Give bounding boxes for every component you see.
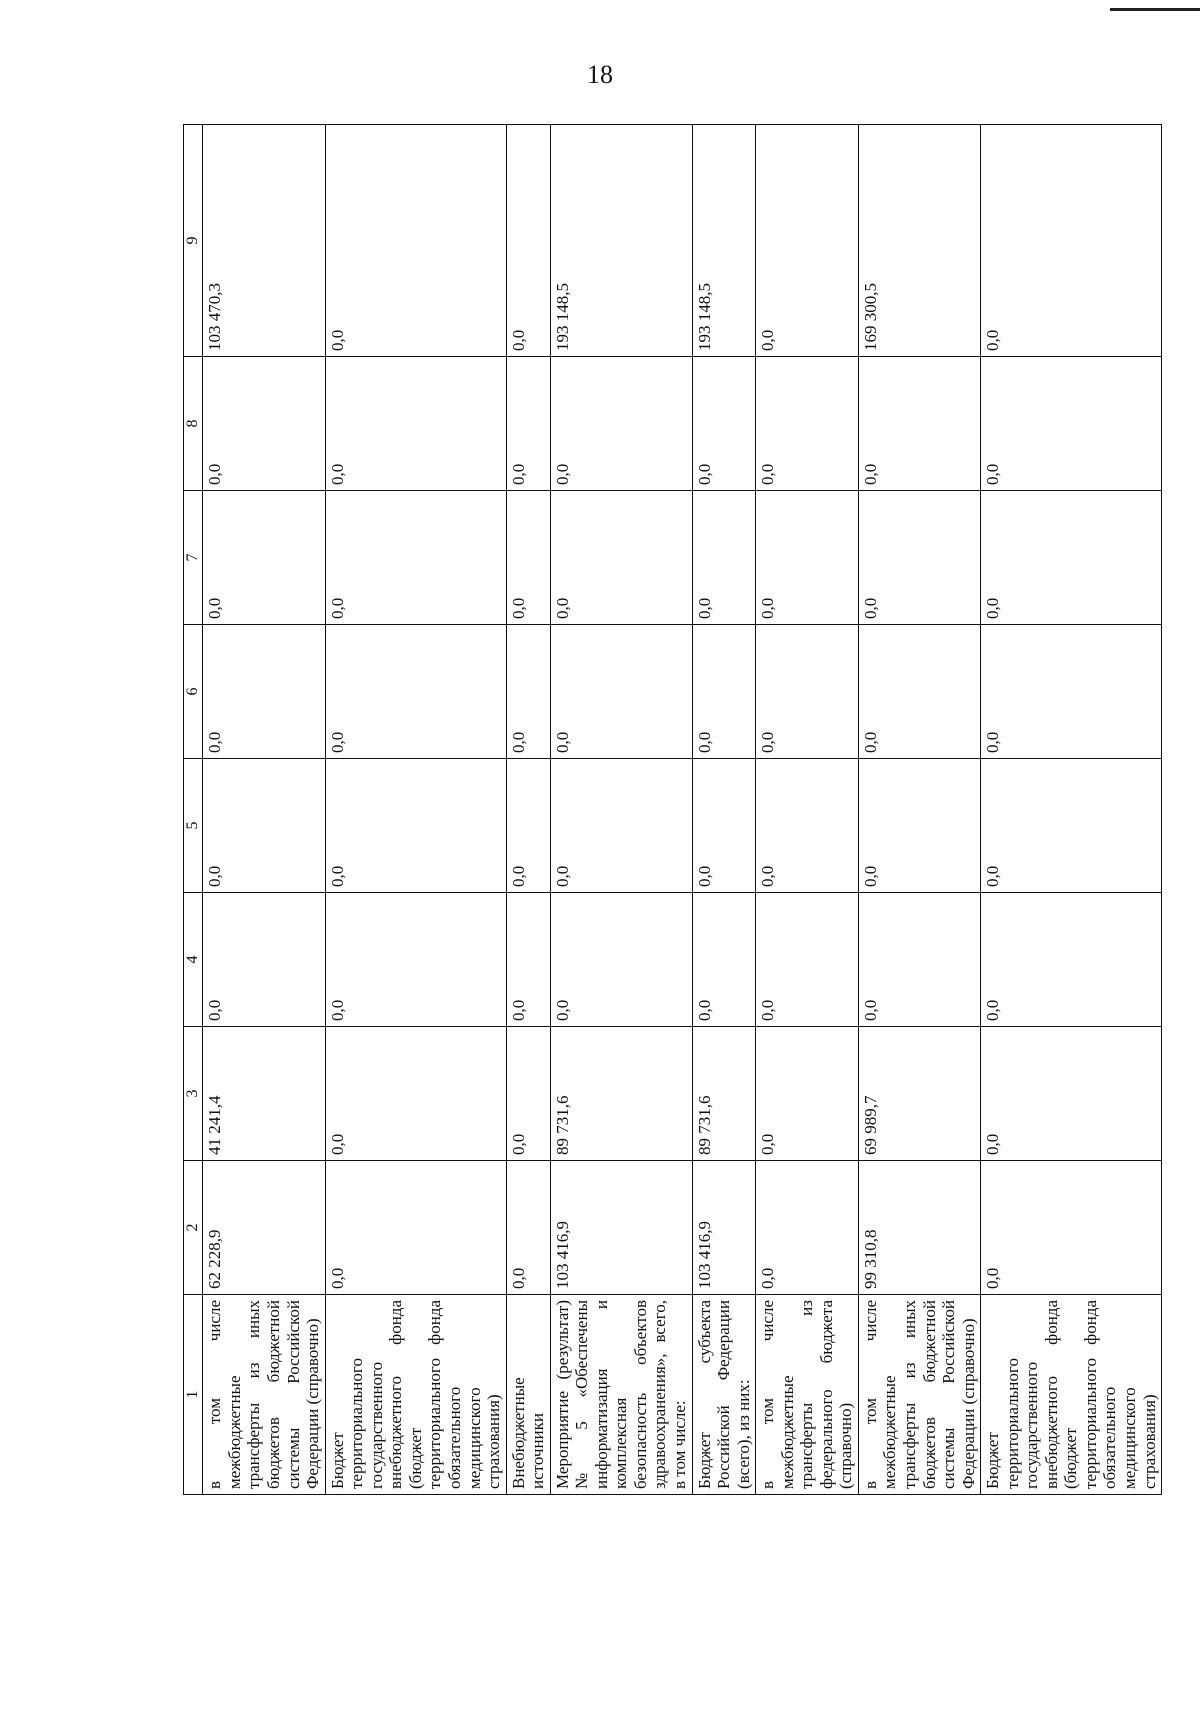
value-cell: 0,0 [506,125,550,357]
value-cell: 0,0 [550,625,692,759]
value-cell: 0,0 [692,491,756,625]
table-row [692,125,756,1495]
value-cell: 0,0 [325,1027,506,1161]
value-cell: 0,0 [756,357,859,491]
value-cell: 0,0 [203,491,325,625]
value-cell: 193 148,5 [550,125,692,357]
value-cell: 0,0 [506,1027,550,1161]
scan-corner-mark [1110,8,1200,11]
value-cell: 0,0 [506,491,550,625]
row-label: Бюджет территориального государственного внебюджетного фонда (бюджет территориального фонда обязательного медицинского страхования) [325,1295,506,1495]
value-cell: 0,0 [756,1161,859,1295]
value-cell: 0,0 [858,759,980,893]
row-label: Внебюджетные источники [506,1295,550,1495]
value-cell: 99 310,8 [858,1161,980,1295]
value-cell: 0,0 [506,625,550,759]
value-cell: 0,0 [203,625,325,759]
column-header: 1 [184,1295,203,1495]
header-row [184,125,203,1495]
value-cell: 89 731,6 [692,1027,756,1161]
value-cell: 0,0 [203,893,325,1027]
value-cell: 0,0 [506,357,550,491]
value-cell: 0,0 [692,759,756,893]
table-row [203,125,325,1495]
value-cell: 0,0 [506,893,550,1027]
value-cell: 0,0 [981,125,1162,357]
value-cell: 0,0 [981,759,1162,893]
value-cell: 0,0 [506,759,550,893]
column-header: 8 [184,357,203,491]
table-row [858,125,980,1495]
value-cell: 89 731,6 [550,1027,692,1161]
value-cell: 0,0 [325,759,506,893]
value-cell: 0,0 [981,893,1162,1027]
value-cell: 103 416,9 [692,1161,756,1295]
value-cell: 0,0 [203,759,325,893]
value-cell: 0,0 [981,491,1162,625]
table-row [325,125,506,1495]
value-cell: 0,0 [506,1161,550,1295]
value-cell: 0,0 [550,759,692,893]
value-cell: 41 241,4 [203,1027,325,1161]
value-cell: 0,0 [858,357,980,491]
table-row [506,125,550,1495]
value-cell: 69 989,7 [858,1027,980,1161]
budget-table [183,124,1162,1495]
value-cell: 0,0 [550,893,692,1027]
table-row [756,125,859,1495]
column-header: 9 [184,125,203,357]
value-cell: 169 300,5 [858,125,980,357]
value-cell: 0,0 [692,625,756,759]
column-header: 2 [184,1161,203,1295]
column-header: 3 [184,1027,203,1161]
value-cell: 0,0 [858,491,980,625]
value-cell: 0,0 [325,357,506,491]
value-cell: 0,0 [858,625,980,759]
value-cell: 0,0 [550,491,692,625]
column-header: 4 [184,893,203,1027]
rotated-table-container [183,125,1159,1495]
value-cell: 0,0 [325,491,506,625]
value-cell: 0,0 [981,1161,1162,1295]
value-cell: 103 470,3 [203,125,325,357]
value-cell: 0,0 [858,893,980,1027]
value-cell: 0,0 [325,625,506,759]
value-cell: 0,0 [692,893,756,1027]
row-label: в том числе межбюджетные трансферты из иных бюджетов бюджетной системы Российской Федерации (справочно) [203,1295,325,1495]
value-cell: 103 416,9 [550,1161,692,1295]
value-cell: 0,0 [325,1161,506,1295]
value-cell: 0,0 [550,357,692,491]
column-header: 7 [184,491,203,625]
value-cell: 0,0 [325,125,506,357]
value-cell: 0,0 [203,357,325,491]
value-cell: 0,0 [981,357,1162,491]
value-cell: 0,0 [756,759,859,893]
value-cell: 0,0 [692,357,756,491]
table-row [550,125,692,1495]
value-cell: 0,0 [756,625,859,759]
column-header: 5 [184,759,203,893]
value-cell: 0,0 [756,125,859,357]
value-cell: 0,0 [981,625,1162,759]
row-label: в том числе межбюджетные трансферты из федерального бюджета (справочно) [756,1295,859,1495]
column-header: 6 [184,625,203,759]
page-number: 18 [587,60,613,89]
value-cell: 62 228,9 [203,1161,325,1295]
value-cell: 0,0 [756,893,859,1027]
value-cell: 0,0 [325,893,506,1027]
row-label: в том числе межбюджетные трансферты из иных бюджетов бюджетной системы Российской Федерации (справочно) [858,1295,980,1495]
table-row [981,125,1162,1495]
row-label: Мероприятие (результат) № 5 «Обеспечены информатизация и комплексная безопасность объектов здравоохранения», всего, в том числе: [550,1295,692,1495]
row-label: Бюджет территориального государственного внебюджетного фонда (бюджет территориального фонда обязательного медицинского страхования) [981,1295,1162,1495]
value-cell: 0,0 [756,1027,859,1161]
value-cell: 193 148,5 [692,125,756,357]
value-cell: 0,0 [981,1027,1162,1161]
value-cell: 0,0 [756,491,859,625]
row-label: Бюджет субъекта Российской Федерации (всего), из них: [692,1295,756,1495]
